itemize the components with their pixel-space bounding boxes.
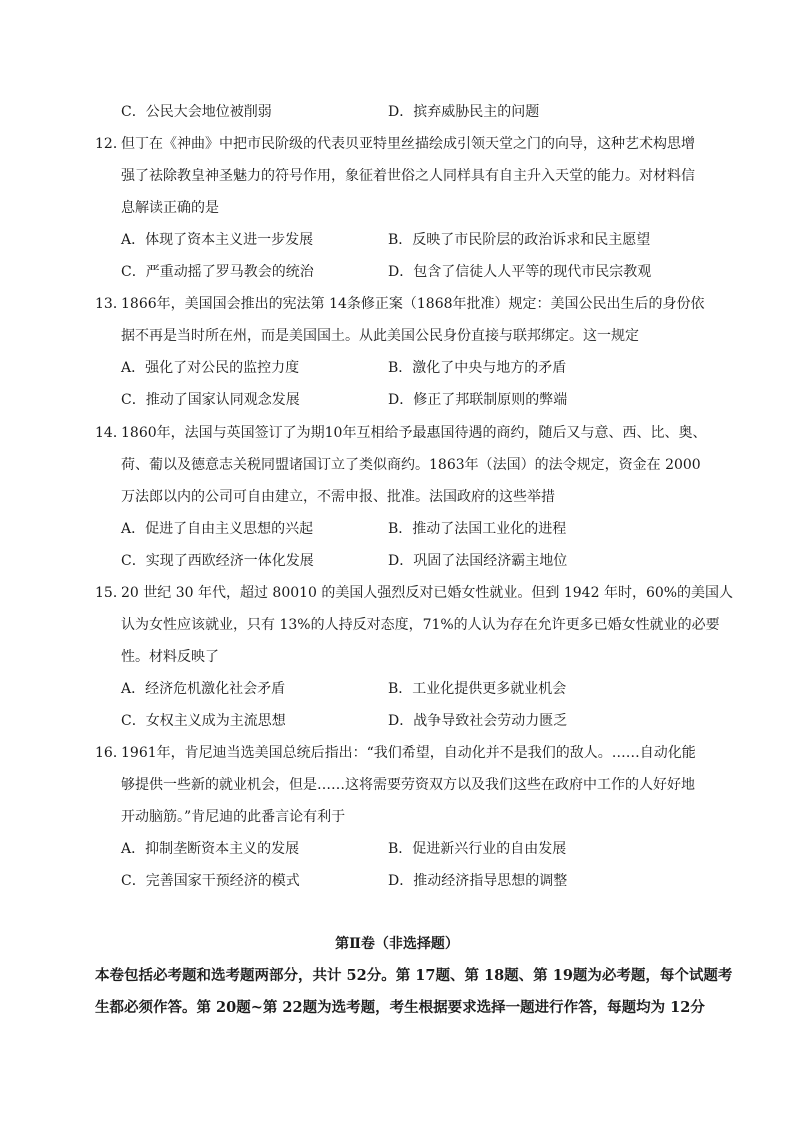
option-a: A．促进了自由主义思想的兴起	[121, 521, 314, 537]
question-text-line: 1860年，法国与英国签订了为期10年互相给予最惠国待遇的商约，随后又与意、西、比、奥、	[121, 425, 707, 441]
section-title: 第Ⅱ卷（非选择题）	[335, 936, 459, 952]
option-a: A．抑制垄断资本主义的发展	[121, 841, 300, 857]
option-b: B．工业化提供更多就业机会	[388, 681, 567, 697]
option-b: B．反映了市民阶层的政治诉求和民主愿望	[388, 232, 651, 248]
question-text-line: 1961年，肯尼迪当选美国总统后指出：“我们希望，自动化并不是我们的敌人。……自动化能	[121, 745, 696, 761]
question-number: 13．	[95, 296, 127, 312]
question-text-line: 20 世纪 30 年代，超过 80010 的美国人强烈反对已婚女性就业。但到 1942 年时，60%的美国人	[121, 585, 734, 601]
question-number: 15．	[95, 585, 127, 601]
option-a: A．强化了对公民的监控力度	[121, 360, 300, 376]
option-d: D．推动经济指导思想的调整	[388, 873, 568, 889]
section-instructions-line: 本卷包括必考题和选考题两部分，共计 52分。第 17题、第 18题、第 19题为必考题，每个试题考	[95, 967, 733, 984]
option-b: B．激化了中央与地方的矛盾	[388, 360, 567, 376]
question-number: 14．	[95, 425, 127, 441]
question-text-line: 强了祛除教皇神圣魅力的符号作用，象征着世俗之人同样具有自主升入天堂的能力。对材料信	[121, 168, 695, 184]
option-a: A．经济危机激化社会矛盾	[121, 681, 286, 697]
option-d: D．修正了邦联制原则的弊端	[388, 392, 568, 408]
option-b: B．促进新兴行业的自由发展	[388, 841, 567, 857]
question-text-line: 据不再是当时所在州，而是美国国土。从此美国公民身份直接与联邦绑定。这一规定	[121, 328, 639, 344]
option-d: D．包含了信徒人人平等的现代市民宗教观	[388, 264, 652, 280]
option-b: B．推动了法国工业化的进程	[388, 521, 567, 537]
question-text-line: 息解读正确的是	[121, 200, 219, 216]
option-c: C．推动了国家认同观念发展	[121, 392, 300, 408]
question-text-line: 1866年，美国国会推出的宪法第 14条修正案（1868年批准）规定：美国公民出生后的身份依	[121, 296, 705, 312]
question-text-line: 性。材料反映了	[121, 649, 219, 665]
option-d: D．巩固了法国经济霸主地位	[388, 553, 568, 569]
question-text-line: 认为女性应该就业，只有 13%的人持反对态度，71%的人认为存在允许更多已婚女性就业的必要	[121, 617, 720, 633]
option-c: C．严重动摇了罗马教会的统治	[121, 264, 314, 280]
question-text-line: 够提供一些新的就业机会，但是……这将需要劳资双方以及我们这些在政府中工作的人好好地	[121, 777, 695, 793]
question-text-line: 开动脑筋。”肯尼迪的此番言论有利于	[121, 809, 346, 825]
question-number: 16．	[95, 745, 127, 761]
q11-option-c: C．公民大会地位被削弱	[121, 104, 272, 120]
option-c: C．完善国家干预经济的模式	[121, 873, 300, 889]
question-text-line: 但丁在《神曲》中把市民阶级的代表贝亚特里丝描绘成引领天堂之门的向导，这种艺术构思增	[121, 136, 695, 152]
section-instructions-line: 生都必须作答。第 20题~第 22题为选考题，考生根据要求选择一题进行作答，每题均为 12分	[95, 999, 705, 1016]
question-text-line: 荷、葡以及德意志关税同盟诸国订立了类似商约。1863年（法国）的法令规定，资金在 2000	[121, 457, 701, 473]
option-d: D．战争导致社会劳动力匮乏	[388, 713, 568, 729]
q11-option-d: D．摈弃威胁民主的问题	[388, 104, 540, 120]
option-c: C．女权主义成为主流思想	[121, 713, 286, 729]
option-a: A．体现了资本主义进一步发展	[121, 232, 314, 248]
question-text-line: 万法郎以内的公司可自由建立，不需申报、批准。法国政府的这些举措	[121, 489, 555, 505]
option-c: C．实现了西欧经济一体化发展	[121, 553, 314, 569]
question-number: 12．	[95, 136, 127, 152]
